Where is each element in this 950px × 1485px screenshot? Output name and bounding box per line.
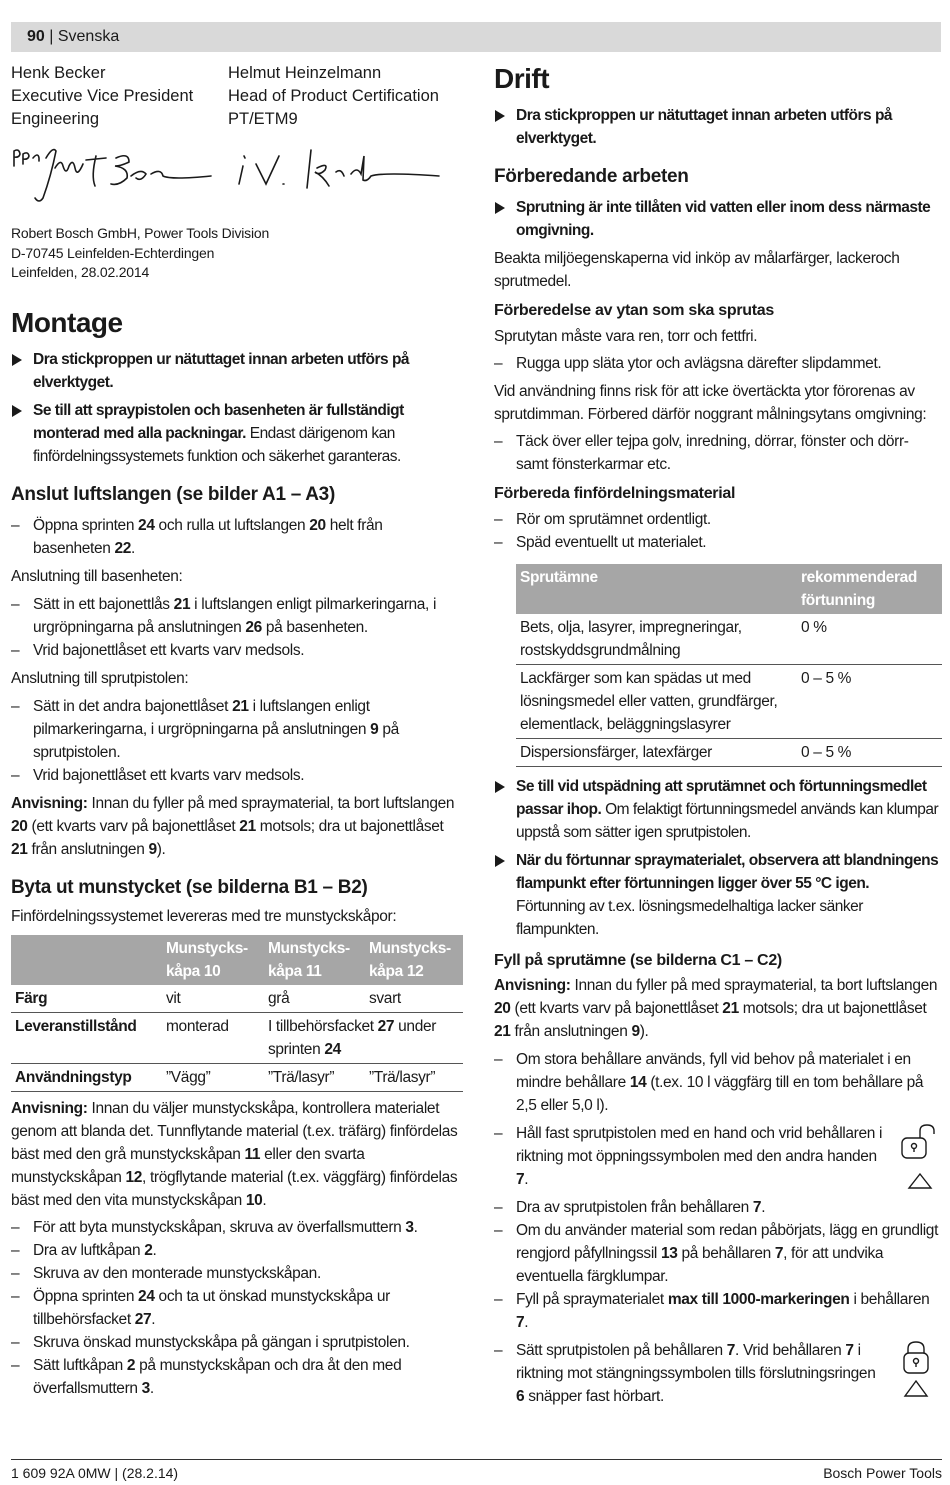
nozzle-table <box>11 935 463 1092</box>
list-item: – Dra av sprutpistolen från behållaren 7. <box>494 1196 942 1219</box>
table-cell: Bets, olja, lasyrer, impregneringar, rostskyddsgrundmålning <box>516 614 797 665</box>
table-row <box>516 614 942 665</box>
list-item: – Skruva önskad munstyckskåpa på gängan i sprutpistolen. <box>11 1331 463 1354</box>
paragraph: Finfördelningssystemet levereras med tre munstyckskåpor: <box>11 907 397 925</box>
list-item: – Fyll på spraymaterialet max till 1000-markeringen i behållaren 7. <box>494 1288 942 1334</box>
table-cell: 0 % <box>797 614 942 665</box>
paragraph: Anslutning till sprutpistolen: <box>11 669 189 687</box>
paragraph: Beakta miljöegenskaperna vid inköp av målarfärger, lackeroch sprutmedel. <box>494 250 900 290</box>
table-header-cell: Munstycks-kåpa 12 <box>365 935 463 985</box>
list-item: – Skruva av den monterade munstyckskåpan. <box>11 1262 463 1285</box>
list-item: – Vrid bajonettlåset ett kvarts varv medsols. <box>11 764 463 787</box>
signatory-title: Executive Vice President <box>11 87 194 105</box>
warning-item: Sprutning är inte tillåten vid vatten eller inom dess närmaste omgivning. <box>494 196 942 242</box>
note-paragraph: Anvisning: Innan du väljer munstyckskåpa, kontrollera materialet genom att blanda det. Tunnflytande material (t.ex. träfärg) finfördelas bäst med den grå munstyckskåpan 11 eller den svarta munstyckskåpan 12, trögflytande material (t.ex. väggfärg) finfördelas bäst med den vita munstyckskåpan 10. <box>11 1099 458 1209</box>
table-row <box>516 665 942 739</box>
list-item: – Om du använder material som redan påbörjats, lägg en grundligt rengjord påfyllningssil 13 på behållaren 7, för att undvika eventuella färgklumpar. <box>494 1219 942 1288</box>
page-language: Svenska <box>57 28 120 45</box>
table-cell: grå <box>264 985 365 1013</box>
page-header: 90 | Svenska <box>11 22 941 52</box>
subsection-title: Förberedelse av ytan som ska sprutas <box>494 302 774 319</box>
table-row <box>11 985 463 1013</box>
right-column <box>494 62 942 1408</box>
list-item: – Öppna sprinten 24 och ta ut önskad munstyckskåpa ur tillbehörsfacket 27. <box>11 1285 463 1331</box>
section-title-drift: Drift <box>494 63 550 94</box>
signatory-title: Engineering <box>11 110 100 128</box>
list-item: – Sätt sprutpistolen på behållaren 7. Vrid behållaren 7 i riktning mot stängningssymbolen tills förslutningsringen 6 snäpper fast hörbart. <box>494 1339 884 1408</box>
table-cell: ”Trä/lasyr” <box>365 1063 463 1091</box>
table-header-cell: Munstycks-kåpa 11 <box>264 935 365 985</box>
section-title-forberedande: Förberedande arbeten <box>494 166 689 187</box>
thinning-table <box>516 564 942 767</box>
closed-lock-symbol <box>898 1339 942 1399</box>
company-line: Robert Bosch GmbH, Power Tools Division <box>11 225 270 241</box>
table-header-cell: rekommenderad förtunning <box>797 564 942 614</box>
table-cell: Dispersionsfärger, latexfärger <box>516 739 797 767</box>
footer-brand: Bosch Power Tools <box>823 1465 942 1481</box>
lock-icon <box>898 1339 942 1399</box>
paragraph: Sprutytan måste vara ren, torr och fettfri. <box>494 328 758 345</box>
table-cell: 0 – 5 % <box>797 665 942 739</box>
note-paragraph: Anvisning: Innan du fyller på med spraymaterial, ta bort luftslangen 20 (ett kvarts varv på bajonettlåset 21 motsols; dra ut bajonettlåset 21 från anslutningen 9). <box>11 794 455 858</box>
list-item: – Späd eventuellt ut materialet. <box>494 531 942 554</box>
note-paragraph: Anvisning: Innan du fyller på med spraymaterial, ta bort luftslangen 20 (ett kvarts varv på bajonettlåset 21 motsols; dra ut bajonettlåset 21 från anslutningen 9). <box>494 977 938 1040</box>
list-item: – Dra av luftkåpan 2. <box>11 1239 463 1262</box>
list-item: – Vrid bajonettlåset ett kvarts varv medsols. <box>11 639 463 662</box>
paragraph: Anslutning till basenheten: <box>11 567 183 585</box>
table-cell: Lackfärger som kan spädas ut med lösningsmedel eller vatten, grundfärger, elementlack, beläggningslasyrer <box>516 665 797 739</box>
company-line: Leinfelden, 28.02.2014 <box>11 264 150 280</box>
table-cell: ”Vägg” <box>162 1063 264 1091</box>
paragraph: Vid användning finns risk för att icke övertäckta ytor förorenas av sprutdimman. Förbered därför noggrant målningsytans omgivning: <box>494 383 927 423</box>
signature-prefix-2: i.V. <box>243 150 258 162</box>
list-item: – Öppna sprinten 24 och rulla ut luftslangen 20 helt från basenheten 22. <box>11 514 463 560</box>
page-footer <box>11 1459 942 1485</box>
signatory-2 <box>228 62 439 131</box>
section-title-montage: Montage <box>11 306 123 338</box>
unlock-icon <box>898 1122 942 1190</box>
list-item: – Rör om sprutämnet ordentligt. <box>494 508 942 531</box>
signatory-title: Head of Product Certification <box>228 87 439 105</box>
warning-item: Se till att spraypistolen och basenheten är fullständigt monterad med alla packningar. Endast därigenom kan finfördelningssystemets funktion och säkerhet garanteras. <box>11 399 463 468</box>
company-address <box>11 224 463 283</box>
list-item: – Sätt luftkåpan 2 på munstyckskåpan och dra åt den med överfallsmuttern 3. <box>11 1354 463 1400</box>
open-lock-symbol <box>898 1122 942 1190</box>
signatory-name: Henk Becker <box>11 64 106 82</box>
warning-item: Se till vid utspädning att sprutämnet och förtunningsmedlet passar ihop. Om felaktigt förtunningsmedel används kan klumpar uppstå som sätter igen sprutpistolen. <box>494 775 942 844</box>
table-cell: ”Trä/lasyr” <box>264 1063 365 1091</box>
table-cell: svart <box>365 985 463 1013</box>
subsection-title: Förbereda finfördelningsmaterial <box>494 485 736 502</box>
table-cell: vit <box>162 985 264 1013</box>
table-row <box>11 1063 463 1091</box>
list-item: – Täck över eller tejpa golv, inredning, dörrar, fönster och dörr- samt fönsterkarmar etc. <box>494 430 942 476</box>
section-title-anslut: Anslut luftslangen (se bilder A1 – A3) <box>11 483 335 505</box>
list-item: – Håll fast sprutpistolen med en hand och vrid behållaren i riktning mot öppningssymbolen med den andra handen 7. <box>494 1122 884 1191</box>
table-row <box>516 739 942 767</box>
table-cell: Användningstyp <box>11 1063 162 1091</box>
table-header-row <box>516 564 942 614</box>
signatory-name: Helmut Heinzelmann <box>228 64 382 82</box>
table-row <box>11 1012 463 1063</box>
signatories <box>11 62 463 224</box>
table-header-row <box>11 935 463 985</box>
page-number: 90 <box>27 28 45 45</box>
table-cell: I tillbehörsfacket 27 under sprinten 24 <box>264 1012 463 1063</box>
table-cell: Leveranstillstånd <box>11 1012 162 1063</box>
list-item: – Om stora behållare används, fyll vid behov på materialet i en mindre behållare 14 (t.ex. 10 l väggfärg till en tom behållare på 2,5 eller 5,0 l). <box>494 1048 942 1117</box>
table-header-cell: Sprutämne <box>516 564 797 614</box>
signature-prefix-1: ppa. <box>15 150 37 162</box>
list-item: – Sätt in det andra bajonettlåset 21 i luftslangen enligt pilmarkeringarna, i urgröpningarna på anslutningen 9 på sprutpistolen. <box>11 695 463 764</box>
signatory-title: PT/ETM9 <box>228 110 298 128</box>
list-item: – Rugga upp släta ytor och avlägsna därefter slipdammet. <box>494 352 942 375</box>
company-line: D-70745 Leinfelden-Echterdingen <box>11 244 215 261</box>
section-title-byta: Byta ut munstycket (se bilderna B1 – B2) <box>11 876 368 898</box>
table-cell: 0 – 5 % <box>797 739 942 767</box>
warning-item: Dra stickproppen ur nätuttaget innan arbeten utförs på elverktyget. <box>11 348 463 394</box>
signature-image <box>11 146 441 216</box>
table-header-cell: Munstycks-kåpa 10 <box>162 935 264 985</box>
table-header-cell <box>11 935 162 985</box>
list-item: – Sätt in ett bajonettlås 21 i luftslangen enligt pilmarkeringarna, i urgröpningarna på anslutningen 26 på basenheten. <box>11 593 463 639</box>
footer-doc-number: 1 609 92A 0MW | (28.2.14) <box>11 1465 179 1481</box>
warning-item: Dra stickproppen ur nätuttaget innan arbeten utförs på elverktyget. <box>494 104 942 150</box>
table-cell: monterad <box>162 1012 264 1063</box>
left-column <box>11 62 463 1400</box>
signatory-1 <box>11 62 193 131</box>
table-cell: Färg <box>11 985 162 1013</box>
subsection-title: Fyll på sprutämne (se bilderna C1 – C2) <box>494 952 782 969</box>
warning-item: När du förtunnar spraymaterialet, observera att blandningens flampunkt efter förtunningen ligger över 55 °C igen. Förtunning av t.ex. lösningsmedelhaltiga lacker sänker flampunkten. <box>494 849 942 941</box>
list-item: – För att byta munstyckskåpan, skruva av överfallsmuttern 3. <box>11 1216 463 1239</box>
